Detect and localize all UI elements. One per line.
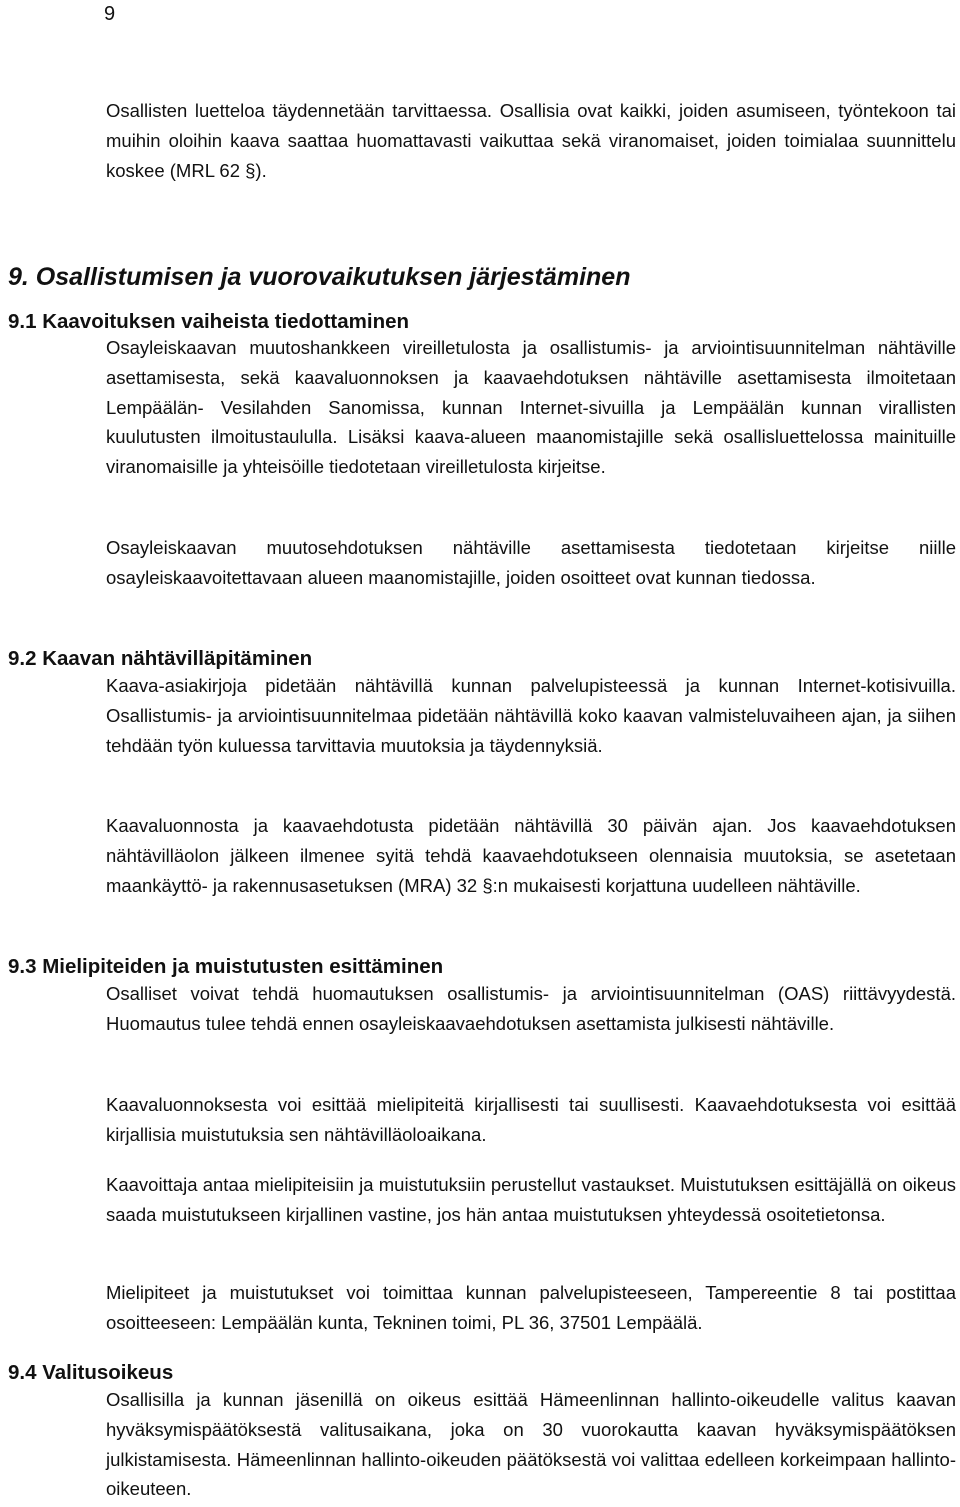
paragraph-9-3-responses: Kaavoittaja antaa mielipiteisiin ja muistutuksiin perustellut vastaukset. Muistutuksen esittäjällä on oikeus saada muistutukseen kirjallinen vastine, jos hän antaa muistutuksen yhteydessä osoitetietonsa.: [106, 1174, 956, 1225]
subsection-title-9-4: 9.4 Valitusoikeus: [8, 1361, 174, 1384]
paragraph-9-2-display-period: Kaavaluonnosta ja kaavaehdotusta pidetään nähtävillä 30 päivän ajan. Jos kaavaehdotuksen nähtävilläolon jälkeen ilmenee syitä tehdä kaavaehdotukseen olennaisia muutoksia, se asetetaan maankäyttö- ja rakennusasetuksen (MRA) 32 §:n mukaisesti korjattuna uudelleen nähtäville.: [106, 815, 956, 896]
paragraph-9-4-appeal: Osallisilla ja kunnan jäsenillä on oikeus esittää Hämeenlinnan hallinto-oikeudelle valitus kaavan hyväksymispäätöksestä valitusaikana, joka on 30 vuorokautta kaavan hyväksymispäätöksen julkistamisesta. Hämeenlinnan hallinto-oikeuden päätöksestä voi valittaa edelleen korkeimpaan hallinto-oikeuteen.: [106, 1389, 956, 1500]
subsection-title-9-1: 9.1 Kaavoituksen vaiheista tiedottaminen: [8, 310, 410, 333]
subsection-title-9-2: 9.2 Kaavan nähtävilläpitäminen: [8, 647, 313, 670]
paragraph-9-3-remarks: Osalliset voivat tehdä huomautuksen osallistumis- ja arviointisuunnitelman (OAS) riittävyydestä. Huomautus tulee tehdä ennen osayleiskaavaehdotuksen asettamista julkisesti nähtäville.: [106, 983, 956, 1034]
paragraph-9-1-announcements: Osayleiskaavan muutoshankkeen vireilletulosta ja osallistumis- ja arviointisuunnitelman nähtäville asettamisesta, sekä kaavaluonnoksen ja kaavaehdotuksen nähtäville asettamisesta ilmoitetaan Lempäälän- Vesilahden Sanomissa, kunnan Internet-sivuilla ja Lempäälän kunnan virallisten kuulutusten ilmoitustaululla. Lisäksi kaava-alueen maanomistajille sekä osallisluettelossa mainituille viranomaisille ja yhteisöille tiedotetaan vireilletulosta kirjeitse.: [106, 337, 956, 478]
subsection-title-9-3: 9.3 Mielipiteiden ja muistutusten esittäminen: [8, 955, 444, 978]
page-number: 9: [104, 3, 116, 25]
intro-paragraph: Osallisten luetteloa täydennetään tarvittaessa. Osallisia ovat kaikki, joiden asumiseen, työntekoon tai muihin oloihin kaava saattaa huomattavasti vaikuttaa sekä viranomaiset, joiden toimialaa suunnittelu koskee (MRL 62 §).: [106, 100, 956, 181]
paragraph-9-3-submission: Mielipiteet ja muistutukset voi toimittaa kunnan palvelupisteeseen, Tampereentie 8 tai postittaa osoitteeseen: Lempäälän kunta, Tekninen toimi, PL 36, 37501 Lempäälä.: [106, 1282, 956, 1333]
paragraph-9-3-opinions: Kaavaluonnoksesta voi esittää mielipiteitä kirjallisesti tai suullisesti. Kaavaehdotuksesta voi esittää kirjallisia muistutuksia sen nähtävilläoloaikana.: [106, 1094, 956, 1145]
paragraph-9-1-letters: Osayleiskaavan muutosehdotuksen nähtäville asettamisesta tiedotetaan kirjeitse niille osayleiskaavoitettavaan alueen maanomistajille, joiden osoitteet ovat kunnan tiedossa.: [106, 537, 956, 588]
paragraph-9-2-documents: Kaava-asiakirjoja pidetään nähtävillä kunnan palvelupisteessä ja kunnan Internet-kotisivuilla. Osallistumis- ja arviointisuunnitelmaa pidetään nähtävillä koko kaavan valmisteluvaiheen ajan, ja siihen tehdään työn kuluessa tarvittavia muutoksia ja täydennyksiä.: [106, 675, 956, 756]
section-title: 9. Osallistumisen ja vuorovaikutuksen järjestäminen: [8, 263, 631, 291]
